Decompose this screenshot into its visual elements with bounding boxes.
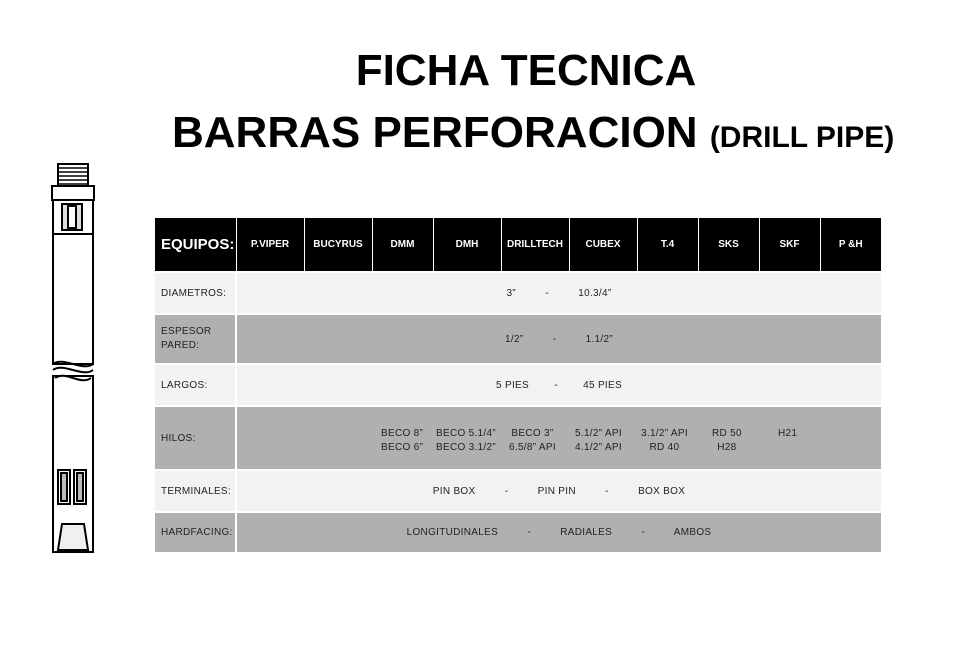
row-label: TERMINALES:	[155, 470, 236, 512]
hilo-value: BECO 8”	[381, 428, 424, 439]
equipos-header: EQUIPOS:	[155, 218, 236, 272]
row-hardfacing	[155, 512, 881, 552]
hilo-value: RD 50	[712, 428, 742, 439]
hilos-column	[641, 427, 688, 455]
hilo-value: BECO 3”	[511, 428, 554, 439]
separator: -	[641, 527, 646, 538]
row-value	[236, 512, 881, 552]
row-value	[236, 470, 881, 512]
value-from: 5 PIES	[496, 379, 529, 391]
row-value	[236, 364, 881, 406]
row-hilos	[155, 406, 881, 470]
separator: -	[545, 287, 549, 299]
title-main: BARRAS PERFORACION	[172, 108, 698, 157]
column-header: BUCYRUS	[304, 218, 372, 272]
label-line: ESPESOR	[161, 326, 212, 337]
column-header: SKF	[759, 218, 820, 272]
hilo-value: BECO 5.1/4”	[436, 428, 496, 439]
value-to: 1.1/2”	[585, 333, 613, 345]
title-subtitle: (DRILL PIPE)	[709, 121, 895, 154]
hardfacing-item: RADIALES	[560, 527, 613, 538]
hilo-value: 6.5/8” API	[509, 442, 556, 453]
hilo-value: 3.1/2” API	[641, 428, 688, 439]
column-header: P.VIPER	[236, 218, 304, 272]
value-to: 10.3/4”	[578, 287, 612, 299]
hilos-column	[381, 427, 423, 455]
hardfacing-item: AMBOS	[673, 527, 712, 538]
separator: -	[605, 485, 609, 497]
table-header-row	[155, 218, 881, 272]
title-line-2	[172, 108, 894, 158]
row-espesor	[155, 314, 881, 364]
hilos-column	[575, 427, 622, 455]
column-header: CUBEX	[569, 218, 637, 272]
separator: -	[527, 527, 531, 538]
terminal-item: PIN PIN	[537, 485, 576, 497]
column-header: DRILLTECH	[501, 218, 569, 272]
hilos-column	[436, 427, 496, 455]
column-header: T.4	[637, 218, 698, 272]
separator: -	[554, 379, 558, 391]
hilo-value: BECO 6”	[381, 442, 424, 453]
column-header: DMH	[433, 218, 501, 272]
hilos-column	[712, 427, 742, 455]
separator: -	[552, 333, 557, 345]
terminal-item: PIN BOX	[432, 485, 476, 497]
drill-pipe-illustration	[46, 158, 102, 558]
terminal-item: BOX BOX	[638, 485, 686, 497]
label-line: PARED:	[161, 340, 200, 351]
value-to: 45 PIES	[583, 379, 622, 391]
value-from: 3”	[506, 287, 517, 299]
row-value	[236, 272, 881, 314]
row-terminales	[155, 470, 881, 512]
spec-table	[155, 218, 881, 552]
row-diametros	[155, 272, 881, 314]
row-value	[236, 406, 881, 470]
value-from: 1/2”	[505, 333, 524, 345]
hilos-column	[778, 427, 797, 441]
row-label: LARGOS:	[155, 364, 236, 406]
hilos-column	[509, 427, 556, 455]
row-label	[155, 314, 236, 364]
hilo-value: BECO 3.1/2”	[436, 442, 496, 453]
hilo-value: 5.1/2” API	[575, 428, 622, 439]
column-header: DMM	[372, 218, 433, 272]
hardfacing-item: LONGITUDINALES	[406, 527, 499, 538]
row-label: DIAMETROS:	[155, 272, 236, 314]
row-value	[236, 314, 881, 364]
row-label: HILOS:	[155, 406, 236, 470]
row-largos	[155, 364, 881, 406]
title-line-1: FICHA TECNICA	[355, 46, 697, 95]
separator: -	[504, 485, 509, 497]
hilo-value: H28	[717, 442, 737, 453]
hilo-value: 4.1/2” API	[575, 442, 622, 453]
row-label: HARDFACING:	[155, 512, 236, 552]
column-header: P &H	[820, 218, 881, 272]
column-header: SKS	[698, 218, 759, 272]
hilo-value: RD 40	[649, 442, 680, 453]
hilo-value: H21	[778, 428, 798, 439]
